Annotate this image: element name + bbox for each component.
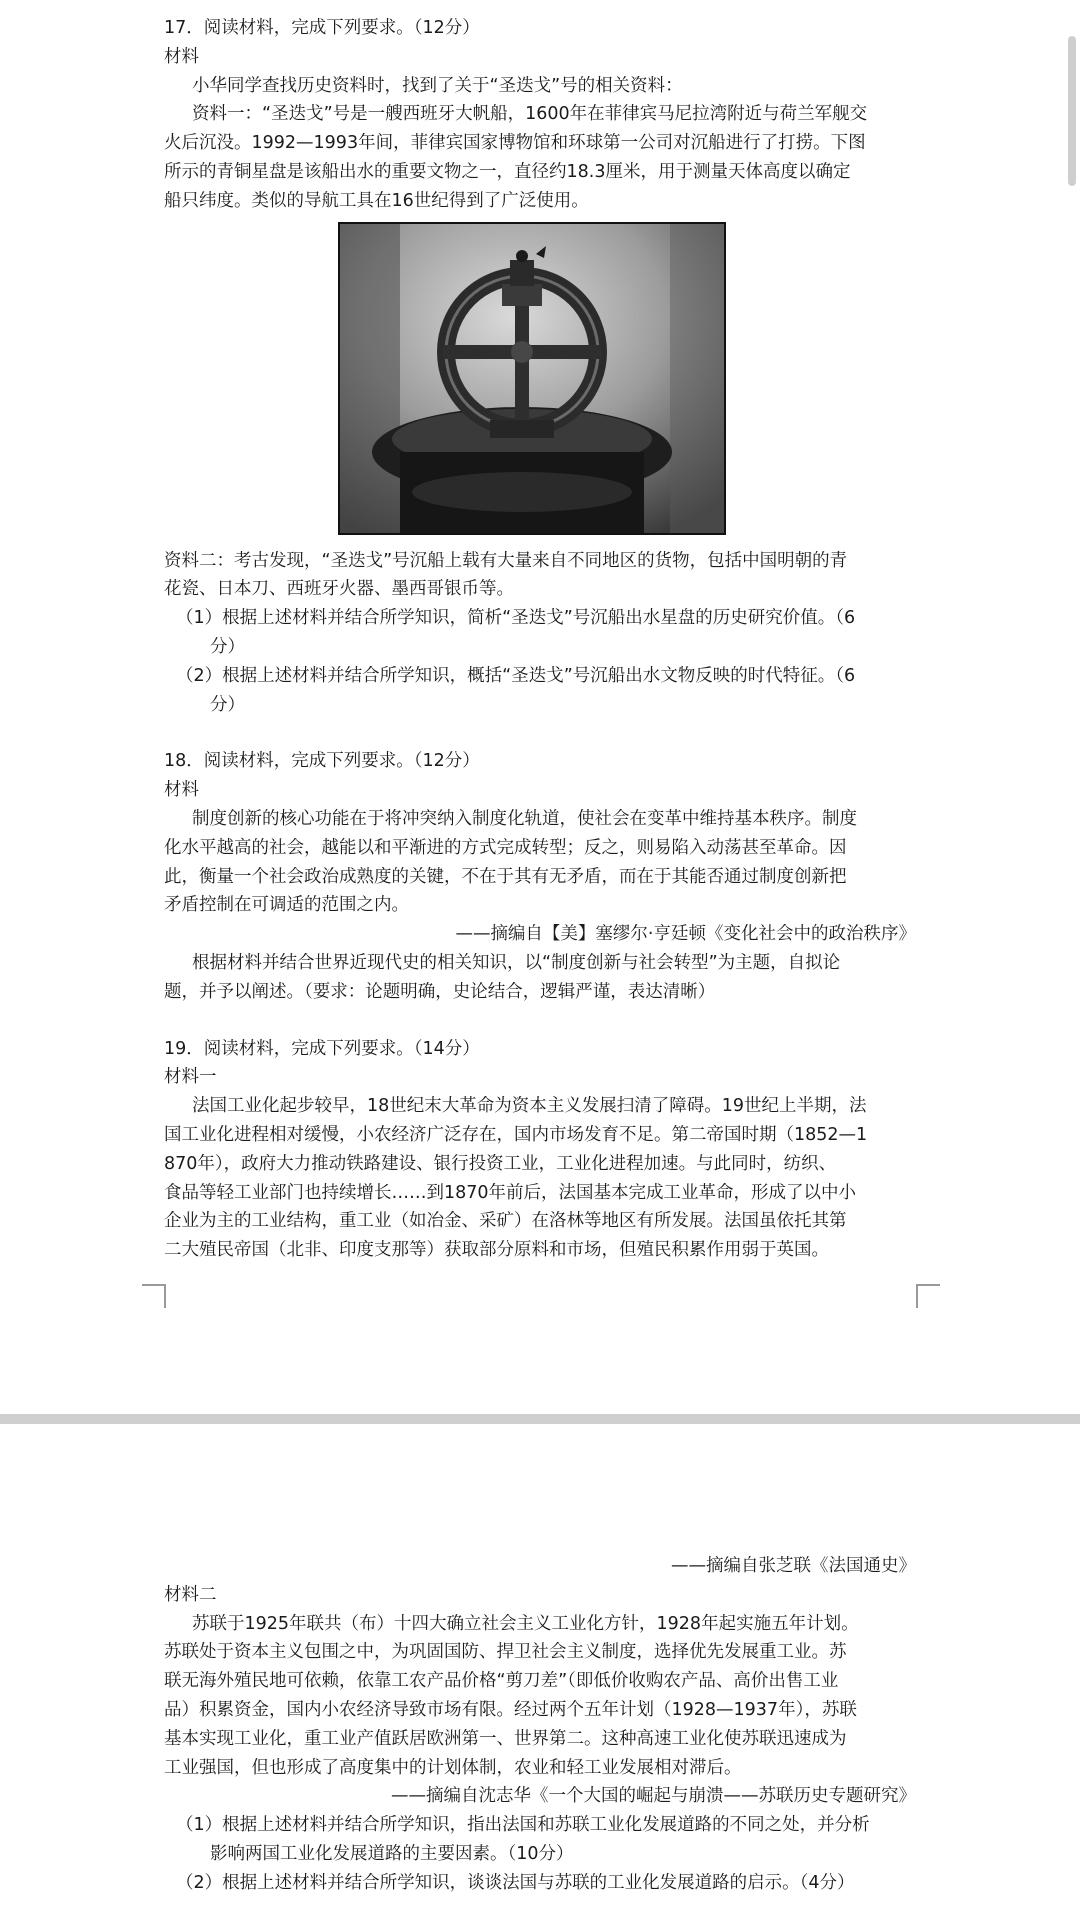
- q18-material-label: 材料: [164, 780, 199, 801]
- document-page-2: [0, 1424, 1080, 1916]
- q19-material1-citation: ——摘编自张芝联《法国通史》: [671, 1556, 916, 1576]
- q17-title: 17．阅读材料，完成下列要求。（12分）: [164, 18, 480, 38]
- astrolabe-illustration: [340, 224, 724, 533]
- q18-body-line: 矛盾控制在可调适的范围之内。: [164, 895, 409, 916]
- q18-body-line: 此，衡量一个社会政治成熟度的关键，不在于其有无矛盾，而在于其能否通过制度创新把: [164, 866, 847, 887]
- q18-task-line: 根据材料并结合世界近现代史的相关知识，以“制度创新与社会转型”为主题，自拟论: [192, 952, 841, 973]
- q19-material1-line: 二大殖民帝国（北非、印度支那等）获取部分原料和市场，但殖民积累作用弱于英国。: [164, 1240, 829, 1261]
- q17-subquestion-1: （1）根据上述材料并结合所学知识，简析“圣迭戈”号沉船出水星盘的历史研究价值。（6: [176, 608, 856, 629]
- q19-material2-line: 苏联于1925年联共（布）十四大确立社会主义工业化方针，1928年起实施五年计划。: [192, 1613, 859, 1634]
- q19-material2-citation: ——摘编自沈志华《一个大国的崛起与崩溃——苏联历史专题研究》: [391, 1786, 916, 1807]
- q17-source1-line: 所示的青铜星盘是该船出水的重要文物之一，直径约18.3厘米，用于测量天体高度以确定: [164, 161, 851, 182]
- page-corner-mark-left: [142, 1284, 166, 1308]
- q19-material1-line: 企业为主的工业结构，重工业（如冶金、采矿）在洛林等地区有所发展。法国虽依托其第: [164, 1211, 847, 1232]
- q18-citation: ——摘编自【美】塞缪尔·亨廷顿《变化社会中的政治秩序》: [455, 924, 916, 945]
- page2-content: [164, 1552, 916, 1898]
- q19-material1-line: 国工业化进程相对缓慢，小农经济广泛存在，国内市场发育不足。第二帝国时期（1852—1: [164, 1124, 868, 1145]
- q19-material2-line: 品）积累资金，国内小农经济导致市场有限。经过两个五年计划（1928—1937年），苏联: [164, 1699, 857, 1720]
- page-corner-mark-right: [916, 1284, 940, 1308]
- q19-subquestion-1-cont: 影响两国工业化发展道路的主要因素。（10分）: [210, 1843, 574, 1864]
- q17-subquestion-2: （2）根据上述材料并结合所学知识，概括“圣迭戈”号沉船出水文物反映的时代特征。（6: [176, 665, 856, 686]
- vertical-scrollbar[interactable]: [1068, 36, 1076, 186]
- q19-material2-line: 联无海外殖民地可依赖，依靠工农产品价格“剪刀差”（即低价收购农产品、高价出售工业: [164, 1671, 839, 1692]
- q19-material1-line: 食品等轻工业部门也持续增长……到1870年前后，法国基本完成工业革命，形成了以中小: [164, 1182, 857, 1203]
- q17-source2-line: 花瓷、日本刀、西班牙火器、墨西哥银币等。: [164, 579, 514, 600]
- q19-material2-line: 工业强国，但也形成了高度集中的计划体制，农业和轻工业发展相对滞后。: [164, 1757, 742, 1778]
- q19-title: 19．阅读材料，完成下列要求。（14分）: [164, 1038, 480, 1059]
- q19-material2-line: 苏联处于资本主义包围之中，为巩固国防、捍卫社会主义制度，选择优先发展重工业。苏: [164, 1642, 847, 1663]
- q19-material2-label: 材料二: [164, 1584, 217, 1605]
- q18-body-line: 化水平越高的社会，越能以和平渐进的方式完成转型；反之，则易陷入动荡甚至革命。因: [164, 837, 847, 858]
- q17-source2-line: 资料二：考古发现，“圣迭戈”号沉船上载有大量来自不同地区的货物，包括中国明朝的青: [164, 550, 848, 571]
- q18-body-line: 制度创新的核心功能在于将冲突纳入制度化轨道，使社会在变革中维持基本秩序。制度: [192, 808, 857, 829]
- q17-intro: 小华同学查找历史资料时，找到了关于“圣迭戈”号的相关资料：: [192, 75, 683, 96]
- astrolabe-photo: [338, 222, 726, 535]
- q19-subquestion-2: （2）根据上述材料并结合所学知识，谈谈法国与苏联的工业化发展道路的启示。（4分）: [176, 1872, 855, 1893]
- q17-source1-line: 资料一：“圣迭戈”号是一艘西班牙大帆船，1600年在菲律宾马尼拉湾附近与荷兰军舰交: [192, 104, 868, 125]
- q19-subquestion-1: （1）根据上述材料并结合所学知识，指出法国和苏联工业化发展道路的不同之处，并分析: [176, 1815, 870, 1836]
- q19-material1-label: 材料一: [164, 1067, 217, 1088]
- q17-source1-line: 火后沉没。1992—1993年间，菲律宾国家博物馆和环球第一公司对沉船进行了打捞。下图: [164, 133, 866, 154]
- q18-title: 18．阅读材料，完成下列要求。（12分）: [164, 751, 480, 772]
- q17-material-label: 材料: [164, 46, 199, 67]
- page1-content: [164, 14, 916, 1265]
- page-divider: [0, 1414, 1080, 1424]
- q17-subquestion-2-cont: 分）: [210, 694, 245, 715]
- q17-subquestion-1-cont: 分）: [210, 636, 245, 657]
- q19-material2-line: 基本实现工业化，重工业产值跃居欧洲第一、世界第二。这种高速工业化使苏联迅速成为: [164, 1728, 847, 1749]
- q17-source1-line: 船只纬度。类似的导航工具在16世纪得到了广泛使用。: [164, 190, 589, 211]
- q19-material1-line: 法国工业化起步较早，18世纪末大革命为资本主义发展扫清了障碍。19世纪上半期，法: [192, 1096, 867, 1117]
- q18-task-line: 题，并予以阐述。（要求：论题明确，史论结合，逻辑严谨，表达清晰）: [164, 981, 716, 1002]
- q19-material1-line: 870年），政府大力推动铁路建设、银行投资工业，工业化进程加速。与此同时，纺织、: [164, 1153, 837, 1174]
